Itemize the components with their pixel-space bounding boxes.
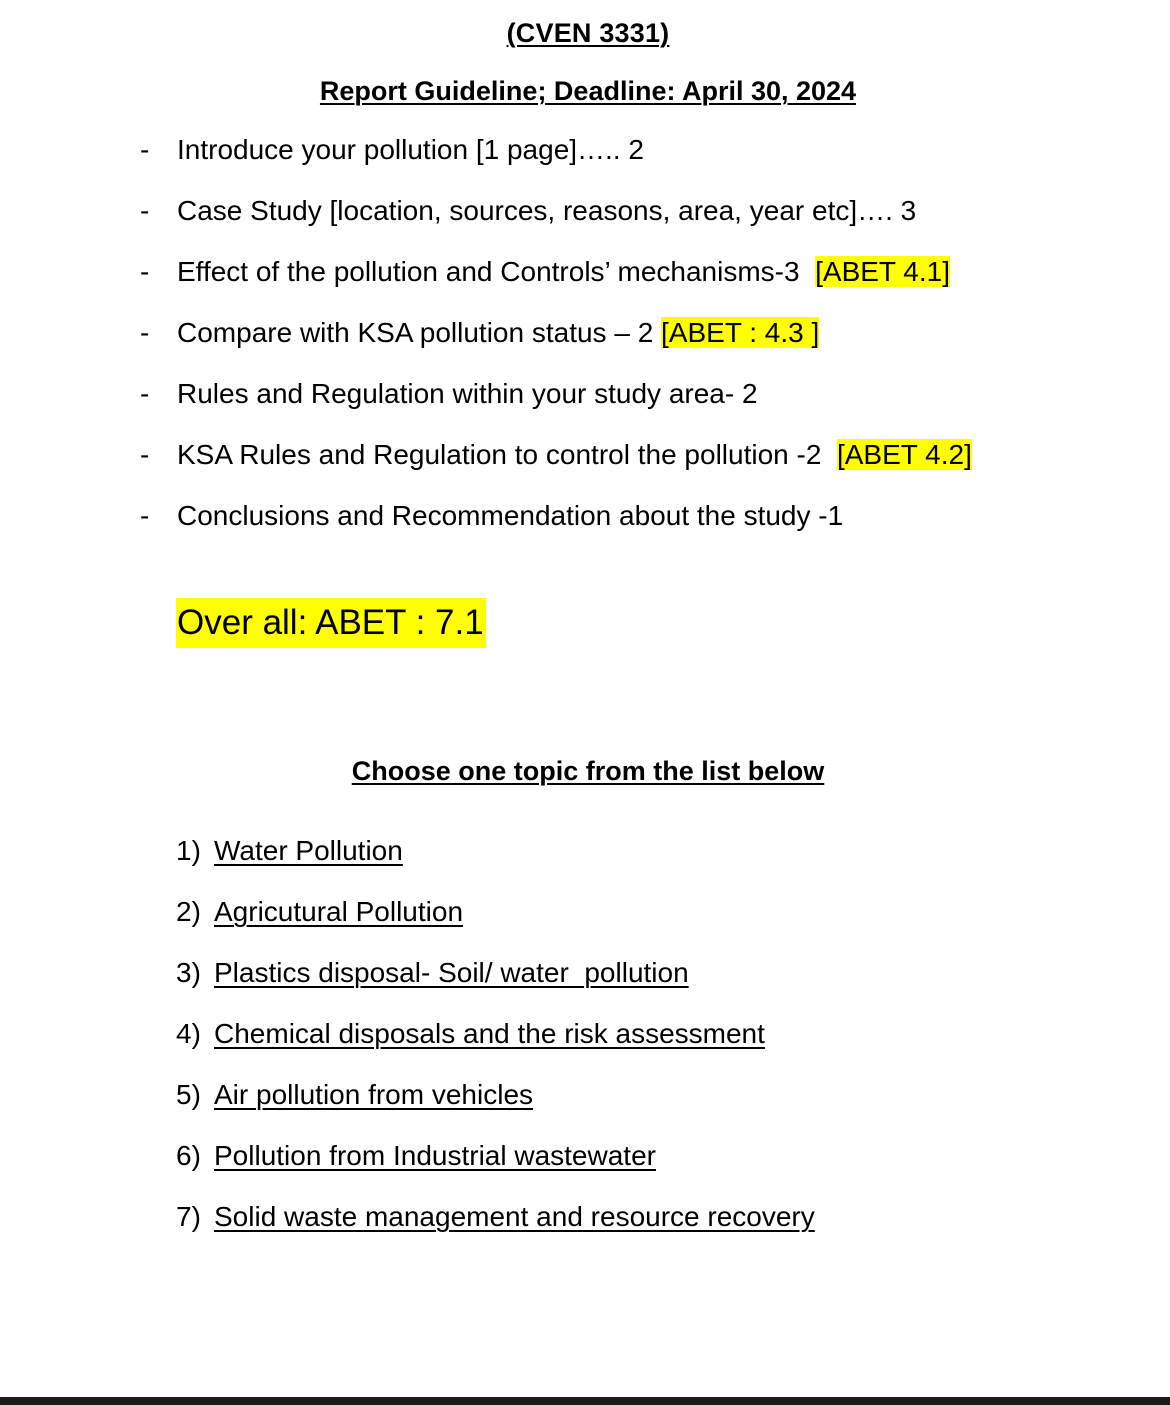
topic-number: 4): [176, 1018, 201, 1049]
topic-item: [0, 1075, 1170, 1136]
dash-bullet: -: [140, 500, 150, 531]
guideline-list: [0, 130, 1170, 557]
guideline-item-label: Compare with KSA pollution status – 2: [177, 317, 662, 348]
topic-item: [0, 953, 1170, 1014]
overall-abet-highlight: Over all: ABET : 7.1: [176, 598, 486, 648]
guideline-item-text: [177, 130, 644, 170]
guideline-item: [0, 496, 1170, 557]
topic-link-agricultural-pollution: Agricutural Pollution: [214, 896, 464, 927]
guideline-item: [0, 374, 1170, 435]
guideline-item: [0, 191, 1170, 252]
topic-link-chemical-disposals: Chemical disposals and the risk assessment: [214, 1018, 765, 1049]
topic-link-water-pollution: Water Pollution: [214, 835, 403, 866]
dash-bullet: -: [140, 134, 150, 165]
guideline-item-text: [177, 313, 819, 353]
topic-number: 3): [176, 957, 201, 988]
topic-number: 7): [176, 1201, 201, 1232]
topic-number: 2): [176, 896, 201, 927]
topic-item: [0, 1014, 1170, 1075]
topic-link-solid-waste: Solid waste management and resource recovery: [214, 1201, 815, 1232]
abet-highlight: [ABET : 4.3 ]: [661, 317, 820, 348]
topic-link-plastics-disposal: Plastics disposal- Soil/ water pollution: [214, 957, 689, 988]
course-code-heading: (CVEN 3331): [506, 18, 670, 48]
topic-item: [0, 892, 1170, 953]
guideline-item-label: Effect of the pollution and Controls’ mechanisms-3: [177, 256, 816, 287]
guideline-item-text: [177, 374, 758, 414]
topic-item: [0, 1136, 1170, 1197]
topic-number: 5): [176, 1079, 201, 1110]
dash-bullet: -: [140, 317, 150, 348]
abet-highlight: [ABET 4.2]: [836, 439, 972, 470]
topic-link-industrial-wastewater: Pollution from Industrial wastewater: [214, 1140, 656, 1171]
report-guideline-title: Report Guideline; Deadline: April 30, 2024: [319, 76, 857, 106]
choose-topic-heading: Choose one topic from the list below: [351, 756, 825, 786]
guideline-item-label: Conclusions and Recommendation about the study -1: [177, 500, 844, 531]
guideline-item-text: [177, 252, 950, 292]
guideline-item-label: Case Study [location, sources, reasons, area, year etc]…. 3: [177, 195, 917, 226]
guideline-item-label: KSA Rules and Regulation to control the pollution -2: [177, 439, 837, 470]
topic-number: 1): [176, 835, 201, 866]
dash-bullet: -: [140, 378, 150, 409]
guideline-item-label: Introduce your pollution [1 page]….. 2: [177, 134, 644, 165]
topic-list: [0, 831, 1170, 1258]
topic-link-air-pollution: Air pollution from vehicles: [214, 1079, 534, 1110]
abet-highlight: [ABET 4.1]: [815, 256, 950, 287]
topic-item: [0, 1197, 1170, 1258]
guideline-item: [0, 435, 1170, 496]
dash-bullet: -: [140, 195, 150, 226]
guideline-item-text: [177, 191, 916, 231]
topic-item: [0, 831, 1170, 892]
topic-number: 6): [176, 1140, 201, 1171]
guideline-item-text: [177, 435, 972, 475]
dash-bullet: -: [140, 256, 150, 287]
guideline-item: [0, 252, 1170, 313]
guideline-item: [0, 130, 1170, 191]
guideline-item: [0, 313, 1170, 374]
guideline-item-label: Rules and Regulation within your study area- 2: [177, 378, 758, 409]
bottom-edge-bar: [0, 1397, 1170, 1405]
dash-bullet: -: [140, 439, 150, 470]
guideline-item-text: [177, 496, 843, 536]
